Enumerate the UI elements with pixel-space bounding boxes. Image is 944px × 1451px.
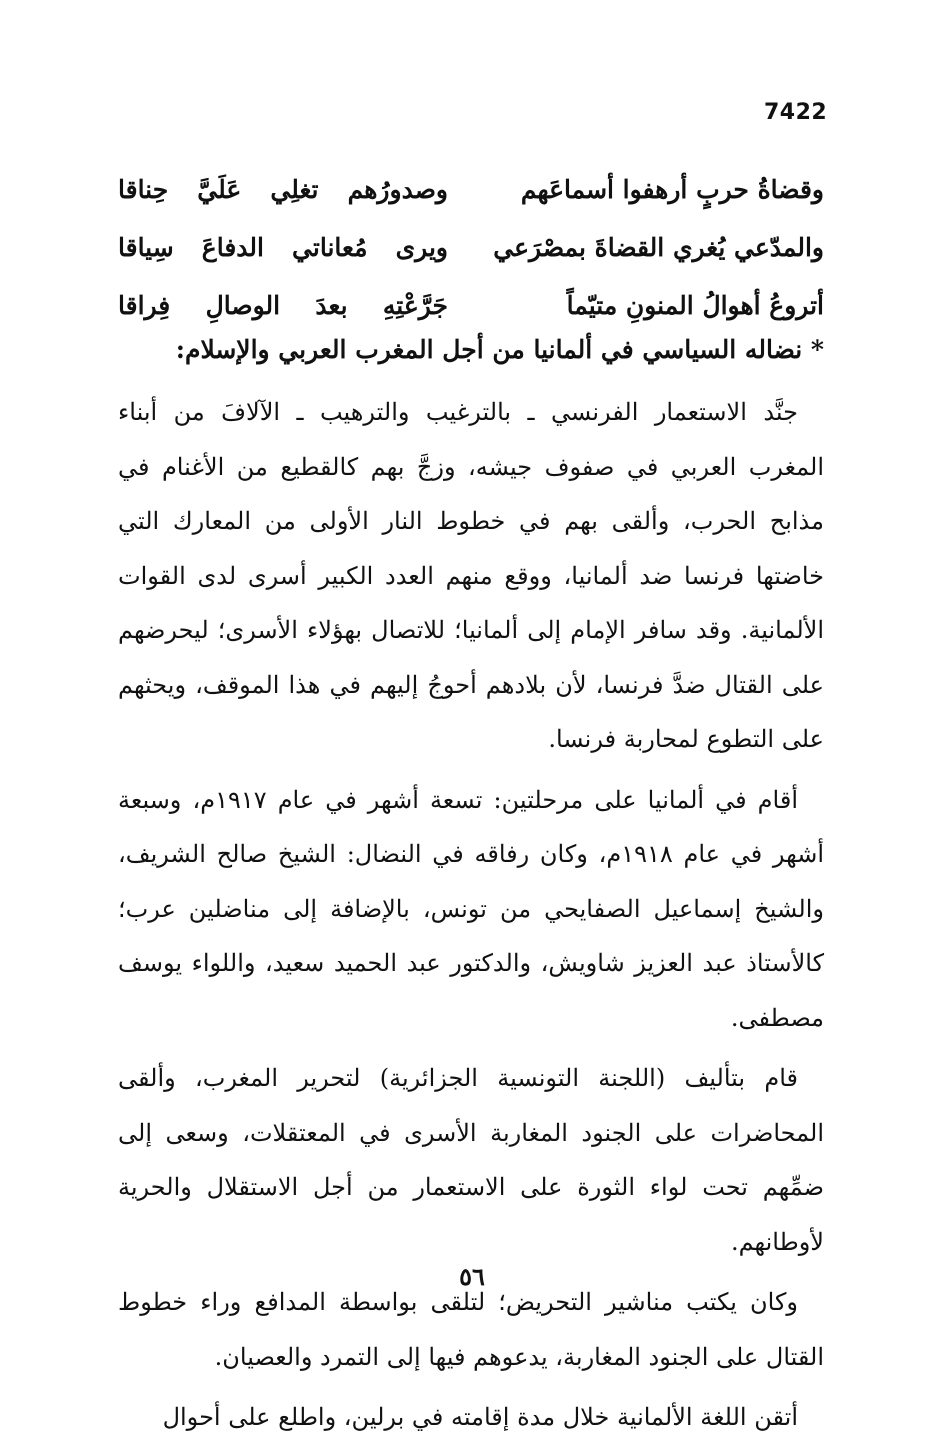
poem-second-hemistich: وصدورُهم تغلِي عَلَيَّ حِناقا xyxy=(118,174,448,204)
poem-first-hemistich: والمدّعي يُغري القضاةَ بمصْرَعي xyxy=(493,232,824,262)
paragraph: أتقن اللغة الألمانية خلال مدة إقامته في برلين، واطلع على أحوال xyxy=(162,1403,798,1431)
poem-second-hemistich: جَرَّعْتِهِ بعدَ الوصالِ فِراقا xyxy=(118,290,448,320)
poem-first-hemistich: وقضاةُ حربٍ أرهفوا أسماعَهم xyxy=(520,174,824,204)
paragraph: أقام في ألمانيا على مرحلتين: تسعة أشهر في عام ١٩١٧م، وسبعة أشهر في عام ١٩١٨م، وكان رفاقه في النضال: الشيخ صالح الشريف، والشيخ إسماعيل الصفايحي من تونس، بالإضافة إلى مناضلين عرب؛ كالأستاذ عبد العزيز شاويش، والدكتور عبد الحميد سعيد، واللواء يوسف مصطفى. xyxy=(118,785,825,1032)
page-code: 7422 xyxy=(764,100,828,125)
poem xyxy=(118,160,824,334)
poem-verse xyxy=(118,160,824,218)
paragraph: وكان يكتب مناشير التحريض؛ لتلقى بواسطة المدافع وراء خطوط القتال على الجنود المغاربة، يدعوهم فيها إلى التمرد والعصيان. xyxy=(118,1288,824,1371)
poem-verse xyxy=(118,218,824,276)
page-number: ٥٦ xyxy=(459,1262,485,1291)
section-heading: * نضاله السياسي في ألمانيا من أجل المغرب العربي والإسلام: xyxy=(175,335,824,364)
poem-second-hemistich: ويرى مُعاناتي الدفاعَ سِياقا xyxy=(118,232,448,262)
poem-first-hemistich: أتروعُ أهوالُ المنونِ متيّماً xyxy=(566,290,824,320)
paragraph: جنَّد الاستعمار الفرنسي ـ بالترغيب والترهيب ـ الآلافَ من أبناء المغرب العربي في صفوف جيشه، وزجَّ بهم كالقطيع من الأغنام في مذابح الحرب، وألقى بهم في خطوط النار الأولى من المعارك التي خاضتها فرنسا ضد ألمانيا، ووقع منهم العدد الكبير أسرى لدى القوات الألمانية. وقد سافر الإمام إلى ألمانيا؛ للاتصال بهؤلاء الأسرى؛ ليحرضهم على القتال ضدَّ فرنسا، لأن بلادهم أحوجُ إليهم في هذا الموقف، ويحثهم على التطوع لمحاربة فرنسا. xyxy=(118,398,824,753)
paragraph: قام بتأليف (اللجنة التونسية الجزائرية) لتحرير المغرب، وألقى المحاضرات على الجنود المغاربة الأسرى في المعتقلات، وسعى إلى ضمِّهم تحت لواء الثورة على الاستعمار من أجل الاستقلال والحرية لأوطانهم. xyxy=(118,1064,824,1256)
poem-verse xyxy=(118,276,824,334)
